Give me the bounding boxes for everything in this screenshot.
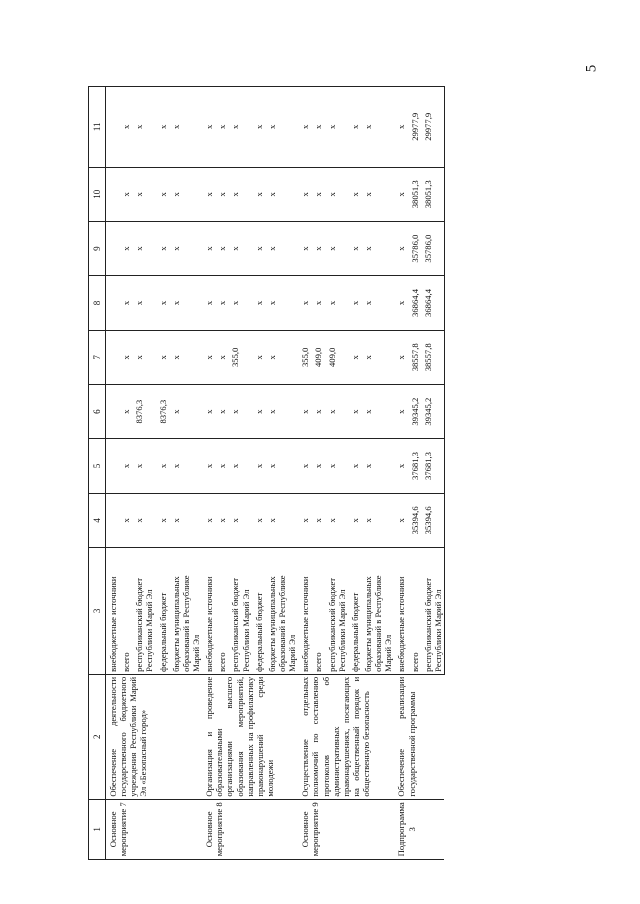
value-cell: 38051,3 (421, 167, 445, 221)
value-cell: x (311, 384, 324, 438)
value-cell: 355,0 (298, 330, 311, 384)
value-cell: x (361, 221, 394, 275)
header-cell: 8 (89, 276, 106, 330)
value-cell: x (252, 221, 265, 275)
value-cell: x (252, 167, 265, 221)
value-cell: x (252, 276, 265, 330)
value-cell: x (361, 167, 394, 221)
value-cell: x (228, 167, 251, 221)
header-cell: 2 (89, 674, 106, 799)
value-cell: x (252, 493, 265, 547)
header-row (89, 87, 106, 860)
value-cell: x (252, 330, 265, 384)
value-cell: x (325, 384, 348, 438)
funding-source-cell: республиканский бюджет Республики Марий Эл (228, 548, 251, 675)
value-cell: x (265, 221, 298, 275)
value-cell: x (394, 384, 407, 438)
value-cell (106, 276, 120, 330)
value-cell: x (202, 276, 215, 330)
value-cell: x (361, 87, 394, 168)
value-cell: x (265, 276, 298, 330)
value-cell: x (348, 384, 361, 438)
value-cell: x (228, 384, 251, 438)
value-cell: 8376,3 (156, 384, 169, 438)
value-cell: x (325, 439, 348, 493)
value-cell: x (298, 384, 311, 438)
value-cell: 37681,3 (408, 439, 421, 493)
value-cell: x (311, 87, 324, 168)
item-title-cell: Организация и проведение образовательными организациями высшего образования мероприятий, направленных на профилактику правонарушений среди молодежи (202, 674, 298, 799)
value-cell: x (156, 330, 169, 384)
funding-source-cell: внебюджетные источники (394, 548, 407, 675)
rotated-table-container (88, 86, 532, 860)
value-cell: x (202, 167, 215, 221)
table-row (298, 87, 311, 860)
header-cell: 4 (89, 493, 106, 547)
funding-source-cell: всего (215, 548, 228, 675)
value-cell: x (361, 439, 394, 493)
value-cell: x (119, 87, 132, 168)
value-cell: x (311, 493, 324, 547)
item-title-cell: Обеспечение реализации государственной программы (394, 674, 444, 799)
value-cell: x (132, 276, 155, 330)
value-cell: x (394, 493, 407, 547)
value-cell: x (348, 87, 361, 168)
value-cell: x (348, 330, 361, 384)
value-cell: 8376,3 (132, 384, 155, 438)
value-cell: x (119, 439, 132, 493)
value-cell: x (202, 439, 215, 493)
value-cell: x (228, 439, 251, 493)
value-cell (106, 493, 120, 547)
value-cell: x (169, 493, 202, 547)
funding-source-cell: республиканский бюджет Республики Марий Эл (421, 548, 445, 675)
value-cell: x (215, 493, 228, 547)
value-cell: x (394, 439, 407, 493)
value-cell: x (169, 87, 202, 168)
value-cell: x (265, 439, 298, 493)
value-cell: x (348, 167, 361, 221)
value-cell: x (298, 167, 311, 221)
funding-source-cell: бюджеты муниципальных образований в Республике Марий Эл (265, 548, 298, 675)
value-cell: x (156, 221, 169, 275)
value-cell: x (156, 493, 169, 547)
header-cell: 6 (89, 384, 106, 438)
value-cell: x (169, 221, 202, 275)
header-cell: 9 (89, 221, 106, 275)
value-cell: 36864,4 (408, 276, 421, 330)
value-cell: x (132, 439, 155, 493)
value-cell: x (325, 167, 348, 221)
value-cell: 38557,8 (408, 330, 421, 384)
value-cell: x (215, 439, 228, 493)
value-cell: x (215, 330, 228, 384)
item-code-cell: Основное мероприятие 9 (298, 799, 394, 859)
value-cell: 29977,9 (408, 87, 421, 168)
funding-source-cell: всего (408, 548, 421, 675)
value-cell: x (252, 439, 265, 493)
header-cell: 3 (89, 548, 106, 675)
value-cell: x (156, 87, 169, 168)
value-cell: x (394, 330, 407, 384)
value-cell: x (119, 493, 132, 547)
value-cell: 35394,6 (408, 493, 421, 547)
value-cell: 409,0 (311, 330, 324, 384)
value-cell: x (228, 276, 251, 330)
value-cell: x (265, 384, 298, 438)
value-cell: x (298, 439, 311, 493)
value-cell: x (215, 276, 228, 330)
value-cell: x (325, 221, 348, 275)
value-cell: x (169, 167, 202, 221)
funding-source-cell: федеральный бюджет (156, 548, 169, 675)
value-cell: x (215, 384, 228, 438)
value-cell: x (132, 493, 155, 547)
value-cell: x (156, 167, 169, 221)
value-cell: x (156, 439, 169, 493)
value-cell: 37681,3 (421, 439, 445, 493)
funding-source-cell: республиканский бюджет Республики Марий Эл (132, 548, 155, 675)
value-cell: x (311, 167, 324, 221)
value-cell: x (202, 493, 215, 547)
value-cell: x (119, 276, 132, 330)
value-cell: x (202, 384, 215, 438)
table-row (394, 87, 407, 860)
value-cell: x (348, 276, 361, 330)
table-row (106, 87, 120, 860)
header-cell: 7 (89, 330, 106, 384)
funding-source-cell: бюджеты муниципальных образований в Республике Марий Эл (361, 548, 394, 675)
value-cell: x (298, 493, 311, 547)
value-cell: x (298, 87, 311, 168)
value-cell: x (394, 167, 407, 221)
table-body (106, 87, 445, 860)
item-title-cell: Обеспечение деятельности государственного бюджетного учреждения Республики Марий Эл «Безопасный город» (106, 674, 203, 799)
funding-source-cell: внебюджетные источники (298, 548, 311, 675)
value-cell: x (202, 87, 215, 168)
header-cell: 5 (89, 439, 106, 493)
value-cell: 35786,0 (408, 221, 421, 275)
value-cell: x (119, 167, 132, 221)
value-cell: x (156, 276, 169, 330)
table-row (202, 87, 215, 860)
value-cell: x (169, 330, 202, 384)
budget-table (88, 86, 445, 860)
value-cell: x (119, 330, 132, 384)
value-cell: x (119, 384, 132, 438)
value-cell: x (265, 87, 298, 168)
value-cell: x (348, 493, 361, 547)
value-cell: x (228, 493, 251, 547)
value-cell (106, 330, 120, 384)
value-cell: x (169, 439, 202, 493)
header-cell: 1 (89, 799, 106, 859)
value-cell: x (132, 167, 155, 221)
value-cell (106, 87, 120, 168)
value-cell: 35786,0 (421, 221, 445, 275)
value-cell: x (311, 276, 324, 330)
funding-source-cell: внебюджетные источники (202, 548, 215, 675)
value-cell: 35394,6 (421, 493, 445, 547)
value-cell: x (298, 276, 311, 330)
header-cell: 11 (89, 87, 106, 168)
value-cell: x (169, 384, 202, 438)
value-cell: x (132, 87, 155, 168)
value-cell: 39345,2 (408, 384, 421, 438)
funding-source-cell: всего (311, 548, 324, 675)
value-cell (106, 167, 120, 221)
value-cell: 409,0 (325, 330, 348, 384)
value-cell (106, 221, 120, 275)
funding-source-cell: всего (119, 548, 132, 675)
value-cell: x (361, 330, 394, 384)
value-cell: x (394, 87, 407, 168)
value-cell: x (228, 87, 251, 168)
value-cell: x (252, 384, 265, 438)
value-cell: x (348, 439, 361, 493)
value-cell: x (252, 87, 265, 168)
item-code-cell: Подпрограмма 3 (394, 799, 444, 859)
value-cell: x (394, 221, 407, 275)
funding-source-cell: федеральный бюджет (348, 548, 361, 675)
header-cell: 10 (89, 167, 106, 221)
value-cell: x (325, 87, 348, 168)
funding-source-cell: бюджеты муниципальных образований в Республике Марий Эл (169, 548, 202, 675)
value-cell: x (361, 384, 394, 438)
value-cell: 38051,3 (408, 167, 421, 221)
value-cell: x (361, 493, 394, 547)
value-cell: 29977,9 (421, 87, 445, 168)
value-cell (106, 439, 120, 493)
value-cell: x (169, 276, 202, 330)
funding-source-cell: внебюджетные источники (106, 548, 120, 675)
funding-source-cell: республиканский бюджет Республики Марий Эл (325, 548, 348, 675)
value-cell: 39345,2 (421, 384, 445, 438)
item-code-cell: Основное мероприятие 7 (106, 799, 203, 859)
value-cell: x (325, 276, 348, 330)
value-cell: x (202, 221, 215, 275)
value-cell (106, 384, 120, 438)
value-cell: x (215, 87, 228, 168)
value-cell: x (265, 330, 298, 384)
value-cell: x (132, 221, 155, 275)
value-cell: x (119, 221, 132, 275)
value-cell: x (215, 221, 228, 275)
value-cell: x (265, 167, 298, 221)
value-cell: x (202, 330, 215, 384)
value-cell: x (348, 221, 361, 275)
value-cell: x (265, 493, 298, 547)
value-cell: x (298, 221, 311, 275)
value-cell: 38557,8 (421, 330, 445, 384)
value-cell: 36864,4 (421, 276, 445, 330)
value-cell: x (394, 276, 407, 330)
value-cell: 355,0 (228, 330, 251, 384)
value-cell: x (311, 439, 324, 493)
item-code-cell: Основное мероприятие 8 (202, 799, 298, 859)
value-cell: x (132, 330, 155, 384)
value-cell: x (228, 221, 251, 275)
item-title-cell: Осуществление отдельных полномочий по составлению протоколов об административных правонарушениях, посягающих на общественный порядок и общественную безопасность (298, 674, 394, 799)
page-number: 5 (583, 64, 600, 73)
value-cell: x (215, 167, 228, 221)
funding-source-cell: федеральный бюджет (252, 548, 265, 675)
value-cell: x (361, 276, 394, 330)
value-cell: x (311, 221, 324, 275)
value-cell: x (325, 493, 348, 547)
